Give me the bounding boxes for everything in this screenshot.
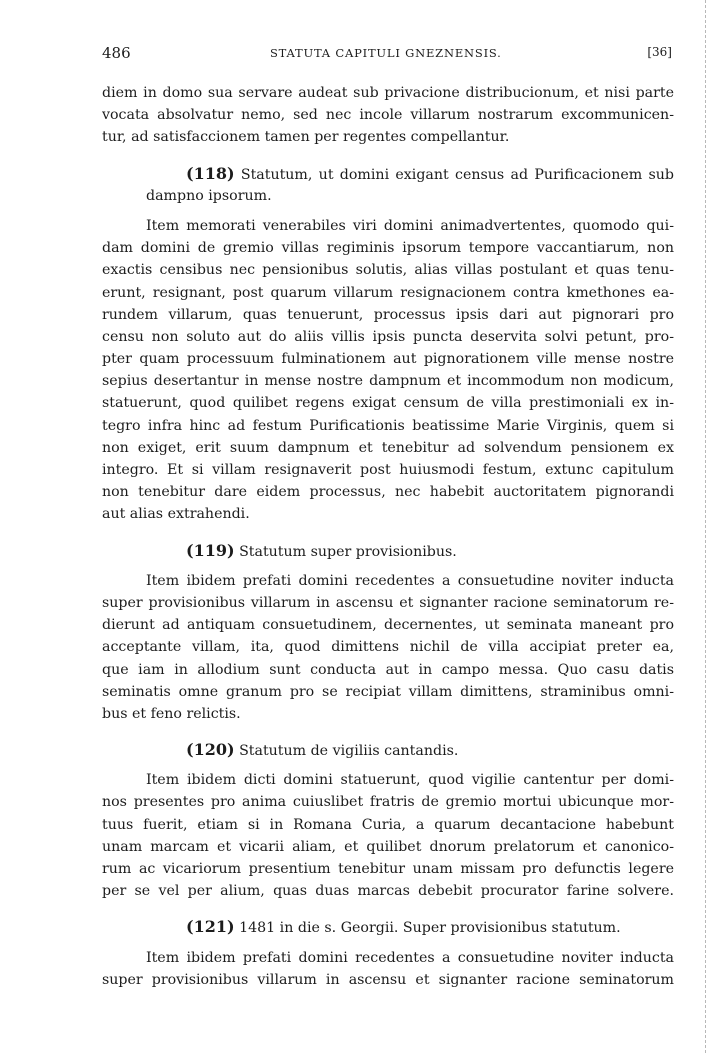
running-header	[102, 44, 672, 66]
text-line: bus et feno relictis.	[102, 705, 241, 722]
text-line: Item memorati venerabiles viri domini animadvertentes, quomodo qui-	[146, 217, 674, 234]
text-line: diem in domo sua servare audeat sub privacione distribucionum, et nisi parte	[102, 85, 674, 101]
text-line: tuus fuerit, etiam si in Romana Curia, a quarum decantacione habebunt	[102, 816, 674, 833]
statute-title-line	[102, 739, 674, 761]
text-line: dam domini de gremio villas regiminis ipsorum tempore vaccantiarum, non	[102, 240, 674, 257]
statute-120	[102, 739, 674, 902]
statute-119	[102, 540, 674, 726]
text-line: unam marcam et vicarii aliam, et quilibet dnorum prelatorum et canonico-	[102, 838, 674, 855]
text-line: exactis censibus nec pensionibus solutis, alias villas postulant et quas tenu-	[102, 262, 674, 279]
text-line: integro. Et si villam resignaverit post huiusmodi festum, extunc capitulum	[102, 462, 674, 478]
text-line: Item ibidem prefati domini recedentes a consuetudine noviter inducta	[146, 572, 674, 589]
intro-paragraph	[102, 82, 674, 149]
text-line: pter quam processuum fulminationem aut pignorationem ville mense nostre	[102, 351, 674, 368]
text-line: Item ibidem dicti domini statuerunt, quod vigilie cantentur per domi-	[146, 772, 674, 789]
text-line: censu non soluto aut do aliis villis ipsis puncta deservita solvi petunt, pro-	[102, 328, 674, 345]
text-line: per se vel per alium, quas duas marcas debebit procurator farine solvere.	[102, 883, 674, 900]
text-line: acceptante villam, ita, quod dimittens nichil de villa accipiat preter ea,	[102, 639, 674, 656]
running-title: STATUTA CAPITULI GNEZNENSIS.	[270, 46, 502, 60]
body-text	[102, 82, 674, 991]
text-line: aut alias extrahendi.	[102, 506, 250, 523]
section-reference: [36]	[647, 45, 672, 59]
text-line: nos presentes pro anima cuiuslibet fratris de gremio mortui ubicunque mor-	[102, 794, 674, 811]
statute-number: (120)	[186, 740, 235, 760]
text-line: sepius desertantur in mense nostre dampnum et incommodum non modicum,	[102, 373, 674, 390]
statute-title-line	[102, 540, 674, 562]
text-line: non tenebitur dare eidem processus, nec habebit auctoritatem pignorandi	[102, 484, 674, 501]
text-line: super provisionibus villarum in ascensu et signanter racione seminatorum	[102, 971, 674, 988]
text-line: dierunt ad antiquam consuetudinem, decernentes, ut seminata maneant pro	[102, 617, 674, 634]
text-line: rum ac vicariorum presentium tenebitur unam missam pro defunctis legere	[102, 861, 674, 877]
text-line: vocata absolvatur nemo, sed nec incole villarum nostrarum excommunicen-	[102, 107, 674, 124]
statute-121	[102, 916, 674, 991]
statute-title: 1481 in die s. Georgii. Super provisionibus statutum.	[239, 920, 621, 937]
text-line: que iam in allodium sunt conducta aut in campo messa. Quo casu datis	[102, 661, 674, 678]
statute-number: (118)	[186, 163, 235, 183]
statute-title: Statutum, ut domini exigant census ad Purificacionem sub	[240, 166, 674, 183]
text-line: statuerunt, quod quilibet regens exigat censum de villa prestimoniali ex in-	[102, 395, 674, 412]
scan-edge-line	[705, 0, 706, 1053]
statute-number: (121)	[186, 917, 235, 937]
text-line: seminatis omne granum pro se recipiat villam dimittens, straminibus omni-	[102, 683, 674, 700]
text-line: rundem villarum, quas tenuerunt, processus ipsis dari aut pignorari pro	[102, 306, 674, 323]
statute-118	[102, 163, 674, 526]
statute-title: Statutum de vigiliis cantandis.	[239, 743, 459, 760]
text-line: super provisionibus villarum in ascensu et signanter racione seminatorum re-	[102, 594, 674, 611]
statute-title-line: dampno ipsorum.	[146, 187, 272, 204]
statute-title-line	[102, 163, 674, 185]
text-line: tegro infra hinc ad festum Purificationis beatissime Marie Virginis, quem si	[102, 417, 674, 434]
page-number: 486	[102, 44, 131, 62]
text-line: Item ibidem prefati domini recedentes a consuetudine noviter inducta	[146, 949, 674, 966]
text-line: erunt, resignant, post quarum villarum resignacionem contra kmethones ea-	[102, 284, 674, 301]
statute-title-line	[102, 916, 674, 938]
text-line: non exiget, erit suum dampnum et tenebitur ad solvendum pensionem ex	[102, 439, 674, 456]
text-line: tur, ad satisfaccionem tamen per regentes compellantur.	[102, 129, 510, 146]
statute-number: (119)	[186, 540, 235, 560]
statute-title: Statutum super provisionibus.	[239, 543, 457, 560]
